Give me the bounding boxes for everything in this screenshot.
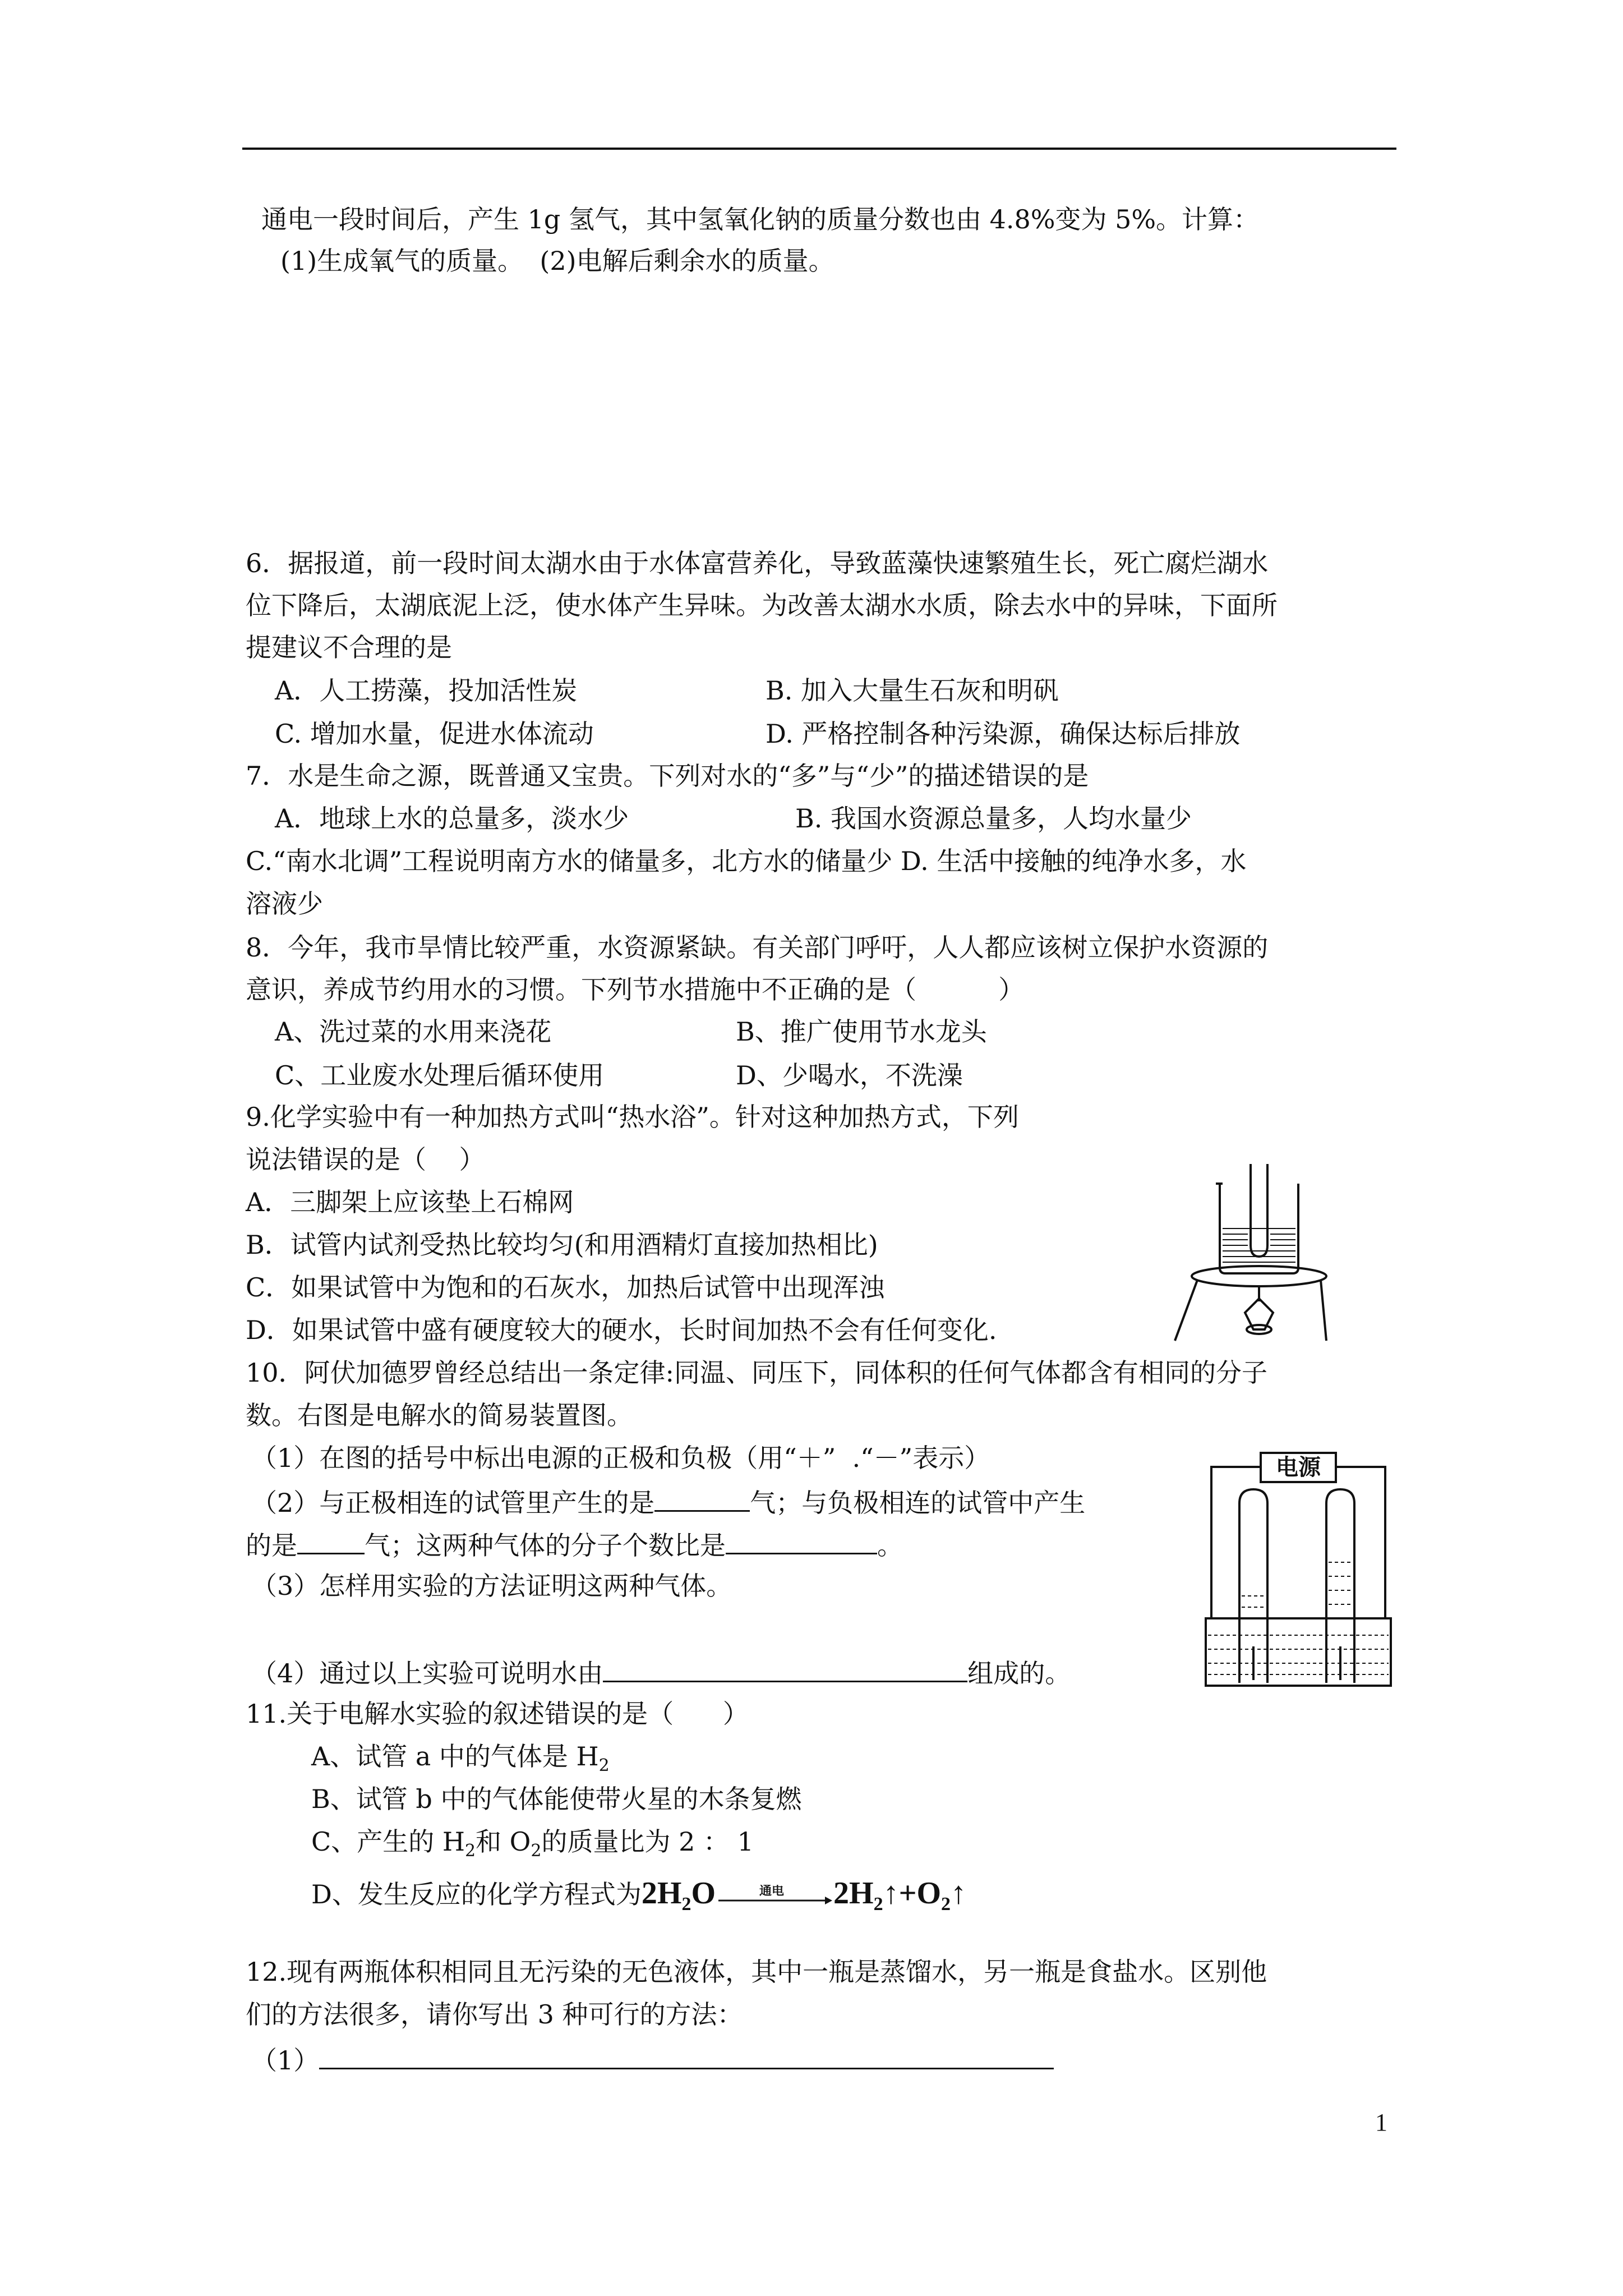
q6-option-c: C. 增加水量，促进水体流动 — [275, 719, 594, 749]
q9-option-c: C．如果试管中为饱和的石灰水，加热后试管中出现浑浊 — [246, 1272, 885, 1303]
q8-line1: 8．今年，我市旱情比较严重，水资源紧缺。有关部门呼吁，人人都应该树立保护水资源的 — [246, 932, 1269, 963]
q9-line1: 9.化学实验中有一种加热方式叫“热水浴”。针对这种加热方式，下列 — [246, 1102, 1019, 1132]
q7-option-c-continued: 溶液少 — [246, 889, 323, 919]
q10-line1: 10．阿伏加德罗曾经总结出一条定律:同温、同压下，同体积的任何气体都含有相同的分子 — [246, 1358, 1268, 1388]
q7-option-a: A．地球上水的总量多，淡水少 — [275, 803, 629, 834]
q10-part2-line2: 的是 气；这两种气体的分子个数比是 。 — [246, 1527, 903, 1562]
q9-line2: 说法错误的是（ ） — [246, 1144, 485, 1175]
q7-option-b: B. 我国水资源总量多，人均水量少 — [795, 803, 1192, 834]
answer-blank-negative-gas[interactable] — [297, 1527, 365, 1554]
q9-option-a: A．三脚架上应该垫上石棉网 — [246, 1187, 574, 1217]
page-number: 1 — [1375, 2109, 1387, 2136]
q6-line2: 位下降后，太湖底泥上泛，使水体产生异味。为改善太湖水水质，除去水中的异味，下面所 — [246, 590, 1278, 620]
header-rule — [242, 148, 1396, 150]
q9-option-d: D．如果试管中盛有硬度较大的硬水，长时间加热不会有任何变化. — [246, 1315, 997, 1345]
q7-option-c: C.“南水北调”工程说明南方水的储量多，北方水的储量少 D. 生活中接触的纯净水多，水 — [246, 846, 1247, 876]
q11-option-d: D、发生反应的化学方程式为$2H_2O$ 通电 $2H_2↑+O_2↑$ — [311, 1876, 967, 1915]
answer-blank-positive-gas[interactable] — [654, 1484, 750, 1512]
q8-option-a: A、洗过菜的水用来浇花 — [275, 1016, 552, 1047]
q11-line1: 11.关于电解水实验的叙述错误的是（ ） — [246, 1699, 749, 1729]
q12-line1: 12.现有两瓶体积相同且无污染的无色液体，其中一瓶是蒸馏水，另一瓶是食盐水。区别他 — [246, 1957, 1267, 1987]
q5-line2: (1)生成氧气的质量。 (2)电解后剩余水的质量。 — [280, 246, 834, 276]
q8-option-b: B、推广使用节水龙头 — [736, 1016, 987, 1047]
q11-option-a: A、试管 a 中的气体是 $H_2$ — [311, 1741, 610, 1776]
reaction-arrow — [716, 1885, 833, 1907]
q12-item1: （1） — [251, 2042, 1054, 2077]
q5-line1: 通电一段时间后，产生 1g 氢气，其中氢氧化钠的质量分数也由 4.8%变为 5%。计算： — [261, 204, 1260, 234]
q6-option-b: B. 加入大量生石灰和明矾 — [766, 675, 1059, 706]
q8-line2: 意识，养成节约用水的习惯。下列节水措施中不正确的是（ ） — [246, 974, 1025, 1005]
q9-option-b: B．试管内试剂受热比较均匀(和用酒精灯直接加热相比) — [246, 1230, 878, 1260]
q12-line2: 们的方法很多，请你写出 3 种可行的方法： — [246, 1999, 743, 2030]
q10-part2-line1: （2）与正极相连的试管里产生的是 气；与负极相连的试管中产生 — [251, 1484, 1085, 1519]
q8-option-c: C、工业废水处理后循环使用 — [275, 1060, 605, 1091]
q6-line3: 提建议不合理的是 — [246, 632, 452, 662]
q10-part3: （3）怎样用实验的方法证明这两种气体。 — [251, 1571, 732, 1601]
water-bath-apparatus-figure — [1166, 1161, 1329, 1346]
answer-blank-water-composition[interactable] — [603, 1655, 967, 1682]
chemical-equation: $2H_2O$ 通电 $2H_2↑+O_2↑$ — [641, 1876, 967, 1915]
q10-line2: 数。右图是电解水的简易装置图。 — [246, 1400, 633, 1430]
q10-part4: （4）通过以上实验可说明水由 组成的。 — [251, 1655, 1071, 1690]
q11-option-c: C、产生的 $H_2$和 $O_2$的质量比为 2 ： 1 — [311, 1826, 754, 1861]
q11-option-b: B、试管 b 中的气体能使带火星的木条复燃 — [311, 1784, 802, 1814]
q6-option-d: D. 严格控制各种污染源，确保达标后排放 — [766, 719, 1241, 749]
q6-option-a: A．人工捞藻，投加活性炭 — [275, 675, 578, 706]
answer-blank-method-1[interactable] — [319, 2042, 1054, 2069]
electrolysis-apparatus-figure — [1200, 1450, 1396, 1694]
answer-blank-molecule-ratio[interactable] — [726, 1527, 877, 1554]
q10-part1: （1）在图的括号中标出电源的正极和负极（用“＋” .“－”表示） — [251, 1443, 990, 1473]
q8-option-d: D、少喝水，不洗澡 — [736, 1060, 963, 1091]
q6-line1: 6．据报道，前一段时间太湖水由于水体富营养化，导致蓝藻快速繁殖生长，死亡腐烂湖水 — [246, 548, 1269, 578]
power-source-label: 电源 — [1276, 1455, 1321, 1480]
q7-line1: 7．水是生命之源，既普通又宝贵。下列对水的“多”与“少”的描述错误的是 — [246, 761, 1089, 791]
reaction-condition-label: 通电 — [759, 1885, 785, 1899]
